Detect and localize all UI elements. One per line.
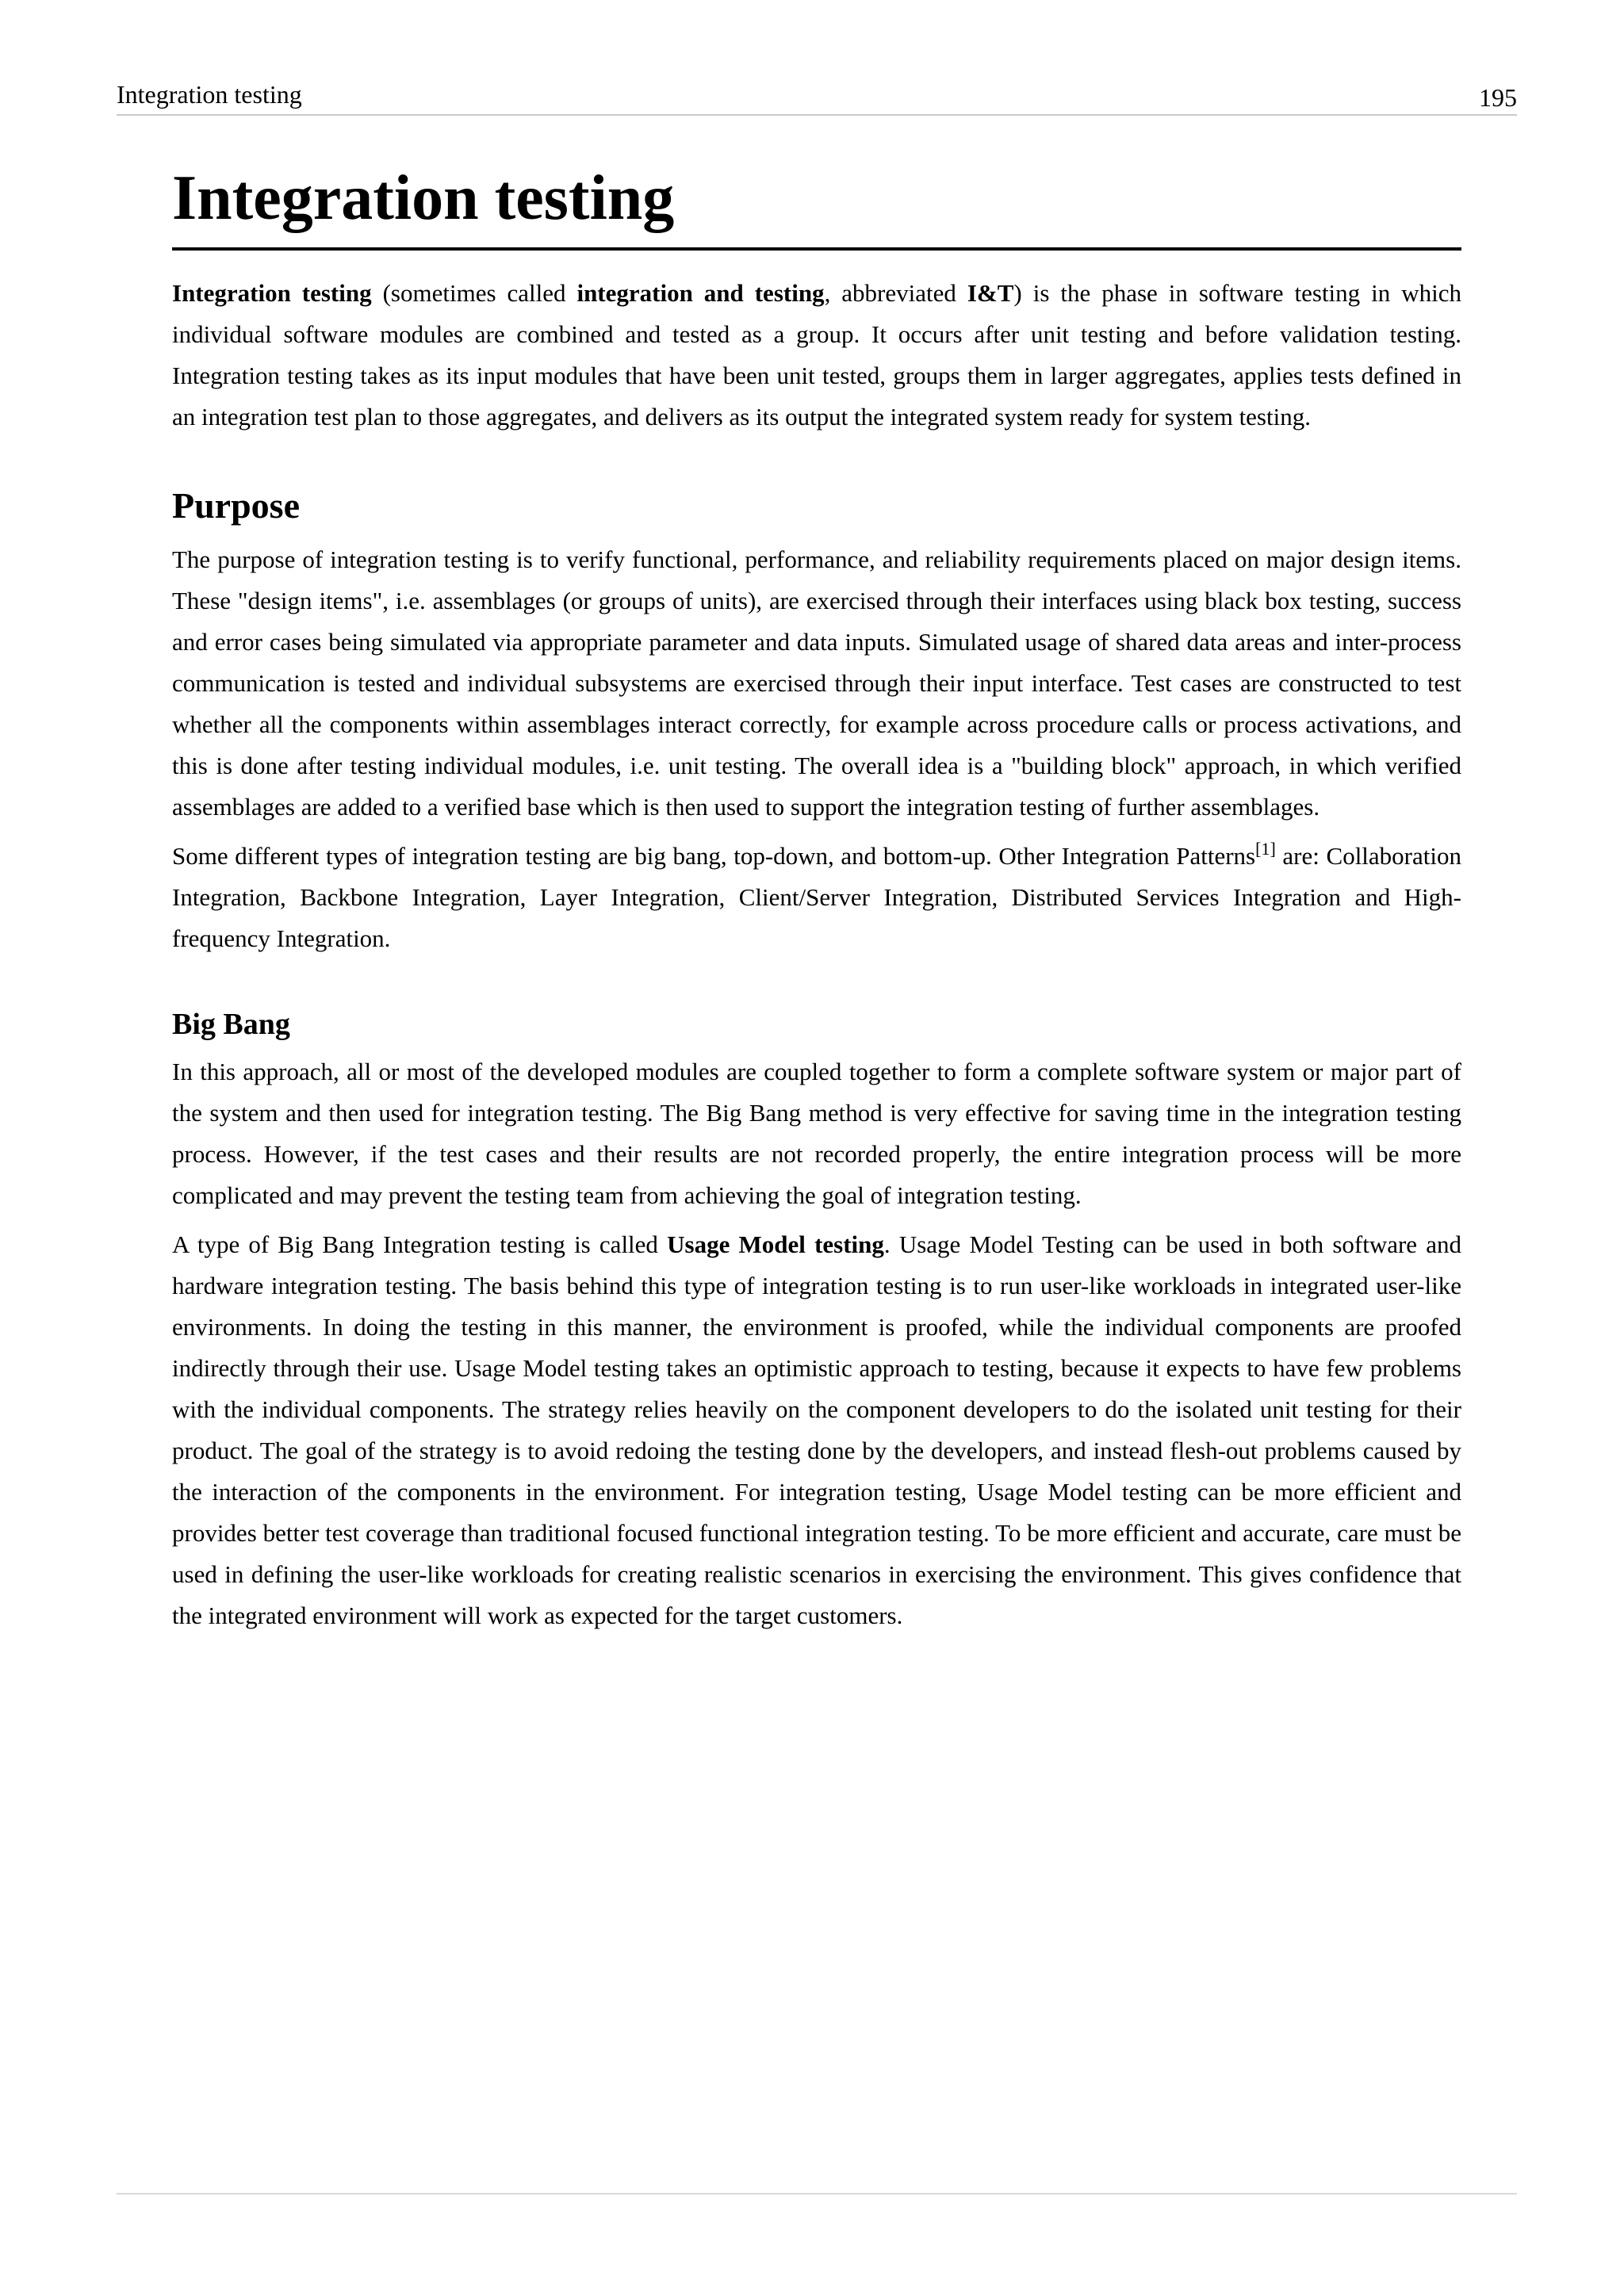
intro-term: Integration testing: [172, 279, 372, 307]
usage-model-term: Usage Model testing: [667, 1230, 884, 1258]
big-bang-p2-text-a: A type of Big Bang Integration testing is called: [172, 1230, 668, 1258]
intro-abbrev: I&T: [967, 279, 1014, 307]
purpose-p2-text-a: Some different types of integration testing are big bang, top-down, and bottom-up. Other Integration Patterns: [172, 842, 1256, 870]
article-body: [172, 159, 1461, 1636]
big-bang-paragraph-2: [172, 1224, 1461, 1636]
intro-text-2: , abbreviated: [824, 279, 967, 307]
reference-link-1[interactable]: [1]: [1255, 839, 1276, 859]
running-header: [117, 76, 1517, 116]
big-bang-p2-text-b: . Usage Model Testing can be used in both software and hardware integration testing. The basis behind this type of integration testing is to run user-like workloads in integrated user-like environments. In doing the testing in this manner, the environment is proofed, while the individual components are proofed indirectly through their use. Usage Model testing takes an optimistic approach to testing, because it expects to have few problems with the individual components. The strategy relies heavily on the component developers to do the isolated unit testing for their product. The goal of the strategy is to avoid redoing the testing done by the developers, and instead flesh-out problems caused by the interaction of the components in the environment. For integration testing, Usage Model testing can be more efficient and provides better test coverage than traditional focused functional integration testing. To be more efficient and accurate, care must be used in defining the user-like workloads for creating realistic scenarios in exercising the environment. This gives confidence that the integrated environment will work as expected for the target customers.: [172, 1230, 1461, 1629]
intro-paragraph: [172, 273, 1461, 438]
running-title: Integration testing: [117, 80, 302, 109]
intro-text-1: (sometimes called: [371, 279, 577, 307]
purpose-paragraph-1: The purpose of integration testing is to verify functional, performance, and reliability requirements placed on major design items. These "design items", i.e. assemblages (or groups of units), are exercised through their interfaces using black box testing, success and error cases being simulated via appropriate parameter and data inputs. Simulated usage of shared data areas and inter-process communication is tested and individual subsystems are exercised through their input interface. Test cases are constructed to test whether all the components within assemblages interact correctly, for example across procedure calls or process activations, and this is done after testing individual modules, i.e. unit testing. The overall idea is a "building block" approach, in which verified assemblages are added to a verified base which is then used to support the integration testing of further assemblages.: [172, 545, 1461, 821]
big-bang-paragraph-1: In this approach, all or most of the developed modules are coupled together to form a complete software system or major part of the system and then used for integration testing. The Big Bang method is very effective for saving time in the integration testing process. However, if the test cases and their results are not recorded properly, the entire integration process will be more complicated and may prevent the testing team from achieving the goal of integration testing.: [172, 1058, 1461, 1209]
purpose-paragraph-2: [172, 836, 1461, 959]
article-title: Integration testing: [172, 159, 1461, 251]
intro-text-3: ) is the phase in software testing in which individual software modules are combined and tested as a group. It occurs after unit testing and before validation testing. Integration testing takes as its input modules that have been unit tested, groups them in larger aggregates, applies tests defined in an integration test plan to those aggregates, and delivers as its output the integrated system ready for system testing.: [172, 279, 1461, 430]
purpose-p2-text-b: are: Collaboration Integration, Backbone Integration, Layer Integration, Client/Server Integration, Distributed Services Integration and High-frequency Integration.: [172, 842, 1461, 952]
section-heading-big-bang: Big Bang: [172, 1008, 290, 1041]
section-heading-purpose: Purpose: [172, 485, 300, 526]
intro-alt-term: integration and testing: [576, 279, 825, 307]
page-number: 195: [1479, 83, 1517, 112]
footer-rule: [117, 2193, 1517, 2195]
